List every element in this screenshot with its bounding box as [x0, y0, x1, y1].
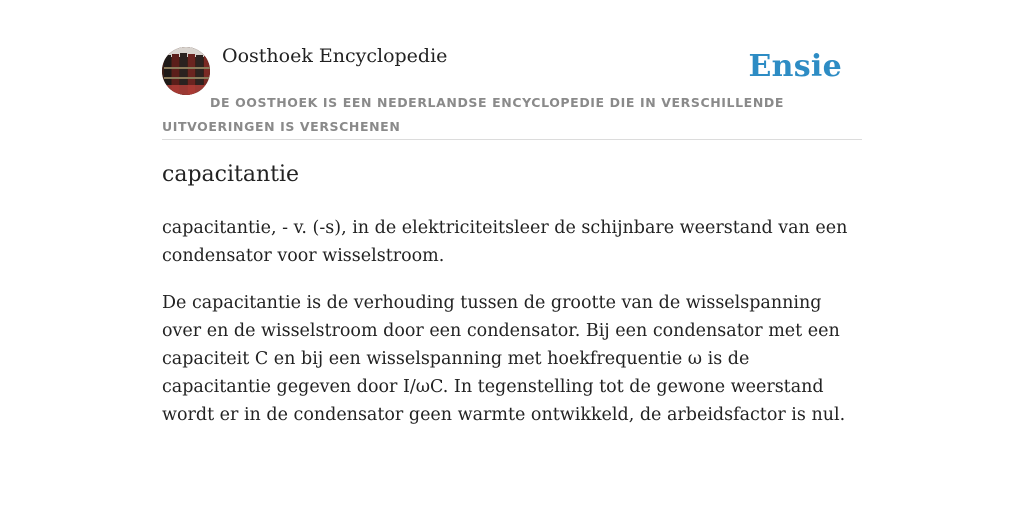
encyclopedia-books-icon[interactable] [162, 47, 210, 95]
entry-body [162, 214, 862, 448]
source-title[interactable]: Oosthoek Encyclopedie [222, 45, 448, 67]
brand-logo[interactable]: Ensie [748, 49, 842, 84]
page-container [162, 0, 862, 425]
source-header [162, 0, 862, 140]
entry-paragraph: capacitantie, - v. (-s), in de elektriciteitsleer de schijnbare weerstand van een condensator voor wisselstroom. [162, 218, 848, 266]
entry-paragraph: De capacitantie is de verhouding tussen de grootte van de wisselspanning over en de wisselstroom door een condensator. Bij een condensator met een capaciteit C en bij een wisselspanning met hoekfrequentie ω is de capacitantie gegeven door I/ωC. In tegenstelling tot de gewone weerstand wordt er in de condensator geen warmte ontwikkeld, de arbeidsfactor is nul. [162, 293, 846, 425]
entry-title: capacitantie [162, 162, 300, 187]
source-description: DE OOSTHOEK IS EEN NEDERLANDSE ENCYCLOPEDIE DIE IN VERSCHILLENDE UITVOERINGEN IS VERSCHENEN [162, 95, 784, 134]
